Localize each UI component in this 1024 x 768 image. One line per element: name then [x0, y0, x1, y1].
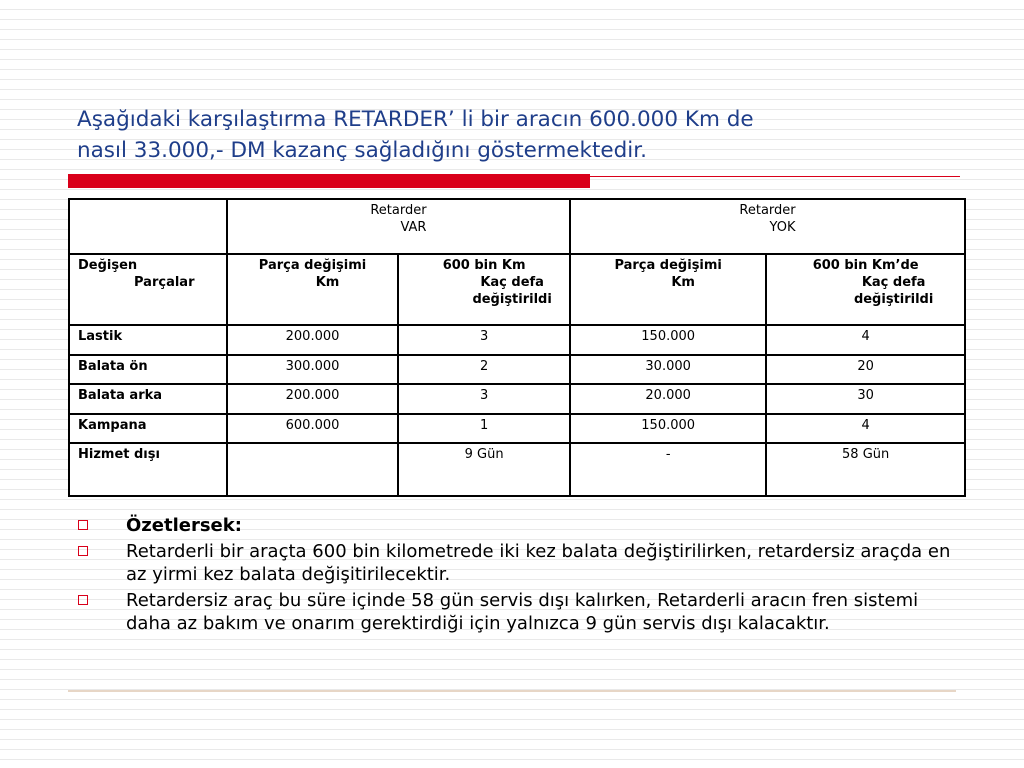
- yok-count-cell: 58 Gün: [766, 443, 965, 496]
- corner-label-line2: Parçalar: [134, 274, 195, 290]
- title-line-2: nasıl 33.000,- DM kazanç sağladığını göstermektedir.: [77, 138, 647, 163]
- var-km-cell: 300.000: [227, 355, 398, 384]
- sub-header-line: Kaç defa: [861, 274, 926, 290]
- square-bullet-icon: [78, 546, 88, 556]
- sub-header-yok-km: [570, 254, 766, 325]
- summary-bullet-list: [78, 514, 958, 638]
- comparison-table: [68, 198, 966, 497]
- divider-red-block: [68, 174, 590, 188]
- var-count-cell: 3: [398, 325, 570, 354]
- corner-label-line1: Değişen: [78, 257, 138, 273]
- yok-km-cell: 30.000: [570, 355, 766, 384]
- yok-km-cell: -: [570, 443, 766, 496]
- sub-header-line: Parça değişimi: [258, 257, 367, 273]
- corner-label-cell: [69, 254, 227, 325]
- var-km-cell: 200.000: [227, 384, 398, 413]
- var-km-cell: [227, 443, 398, 496]
- table-row: [69, 325, 965, 354]
- sub-header-var-count: [398, 254, 570, 325]
- var-count-cell: 2: [398, 355, 570, 384]
- yok-count-cell: 30: [766, 384, 965, 413]
- group-header-row: [69, 199, 965, 254]
- sub-header-line: Kaç defa: [480, 274, 544, 290]
- sub-header-line: Km: [315, 274, 340, 290]
- yok-count-cell: 20: [766, 355, 965, 384]
- part-cell: Hizmet dışı: [69, 443, 227, 496]
- part-cell: Balata arka: [69, 384, 227, 413]
- footer-divider: [68, 690, 956, 692]
- yok-km-cell: 150.000: [570, 414, 766, 443]
- divider-thin-line: [590, 176, 960, 177]
- group-header-yok-line2: YOK: [769, 220, 796, 235]
- sub-header-line: 600 bin Km’de: [812, 257, 919, 273]
- bullet-text: Özetlersek:: [126, 515, 242, 536]
- sub-header-line: Km: [671, 274, 695, 290]
- square-bullet-icon: [78, 520, 88, 530]
- bullet-item: [78, 589, 958, 635]
- corner-empty-cell: [69, 199, 227, 254]
- table-row: [69, 384, 965, 413]
- yok-km-cell: 20.000: [570, 384, 766, 413]
- sub-header-row: [69, 254, 965, 325]
- group-header-yok: [570, 199, 965, 254]
- part-cell: Lastik: [69, 325, 227, 354]
- slide-title: [77, 104, 957, 166]
- bullet-text: Retardersiz araç bu süre içinde 58 gün servis dışı kalırken, Retarderli aracın fren sistemi daha az bakım ve onarım gerektirdiği için yalnızca 9 gün servis dışı kalacaktır.: [126, 590, 919, 634]
- group-header-yok-line1: Retarder: [739, 203, 796, 218]
- part-cell: Balata ön: [69, 355, 227, 384]
- square-bullet-icon: [78, 595, 88, 605]
- var-count-cell: 9 Gün: [398, 443, 570, 496]
- var-count-cell: 3: [398, 384, 570, 413]
- sub-header-line: 600 bin Km: [442, 257, 526, 273]
- sub-header-var-km: [227, 254, 398, 325]
- bullet-item: [78, 540, 958, 586]
- var-km-cell: 600.000: [227, 414, 398, 443]
- table-row: [69, 414, 965, 443]
- group-header-var: [227, 199, 570, 254]
- group-header-var-line1: Retarder: [370, 203, 427, 218]
- yok-count-cell: 4: [766, 414, 965, 443]
- var-km-cell: 200.000: [227, 325, 398, 354]
- title-line-1: Aşağıdaki karşılaştırma RETARDER’ li bir aracın 600.000 Km de: [77, 107, 754, 132]
- var-count-cell: 1: [398, 414, 570, 443]
- bullet-item: [78, 514, 958, 537]
- sub-header-line: değiştirildi: [472, 291, 552, 307]
- sub-header-yok-count: [766, 254, 965, 325]
- group-header-var-line2: VAR: [400, 220, 427, 235]
- yok-km-cell: 150.000: [570, 325, 766, 354]
- sub-header-line: değiştirildi: [853, 291, 934, 307]
- title-divider: [68, 174, 960, 188]
- table-row: [69, 443, 965, 496]
- bullet-text: Retarderli bir araçta 600 bin kilometrede iki kez balata değiştirilirken, retardersiz araçda en az yirmi kez balata değişitirilecektir.: [126, 541, 951, 585]
- part-cell: Kampana: [69, 414, 227, 443]
- sub-header-line: Parça değişimi: [614, 257, 722, 273]
- table-row: [69, 355, 965, 384]
- yok-count-cell: 4: [766, 325, 965, 354]
